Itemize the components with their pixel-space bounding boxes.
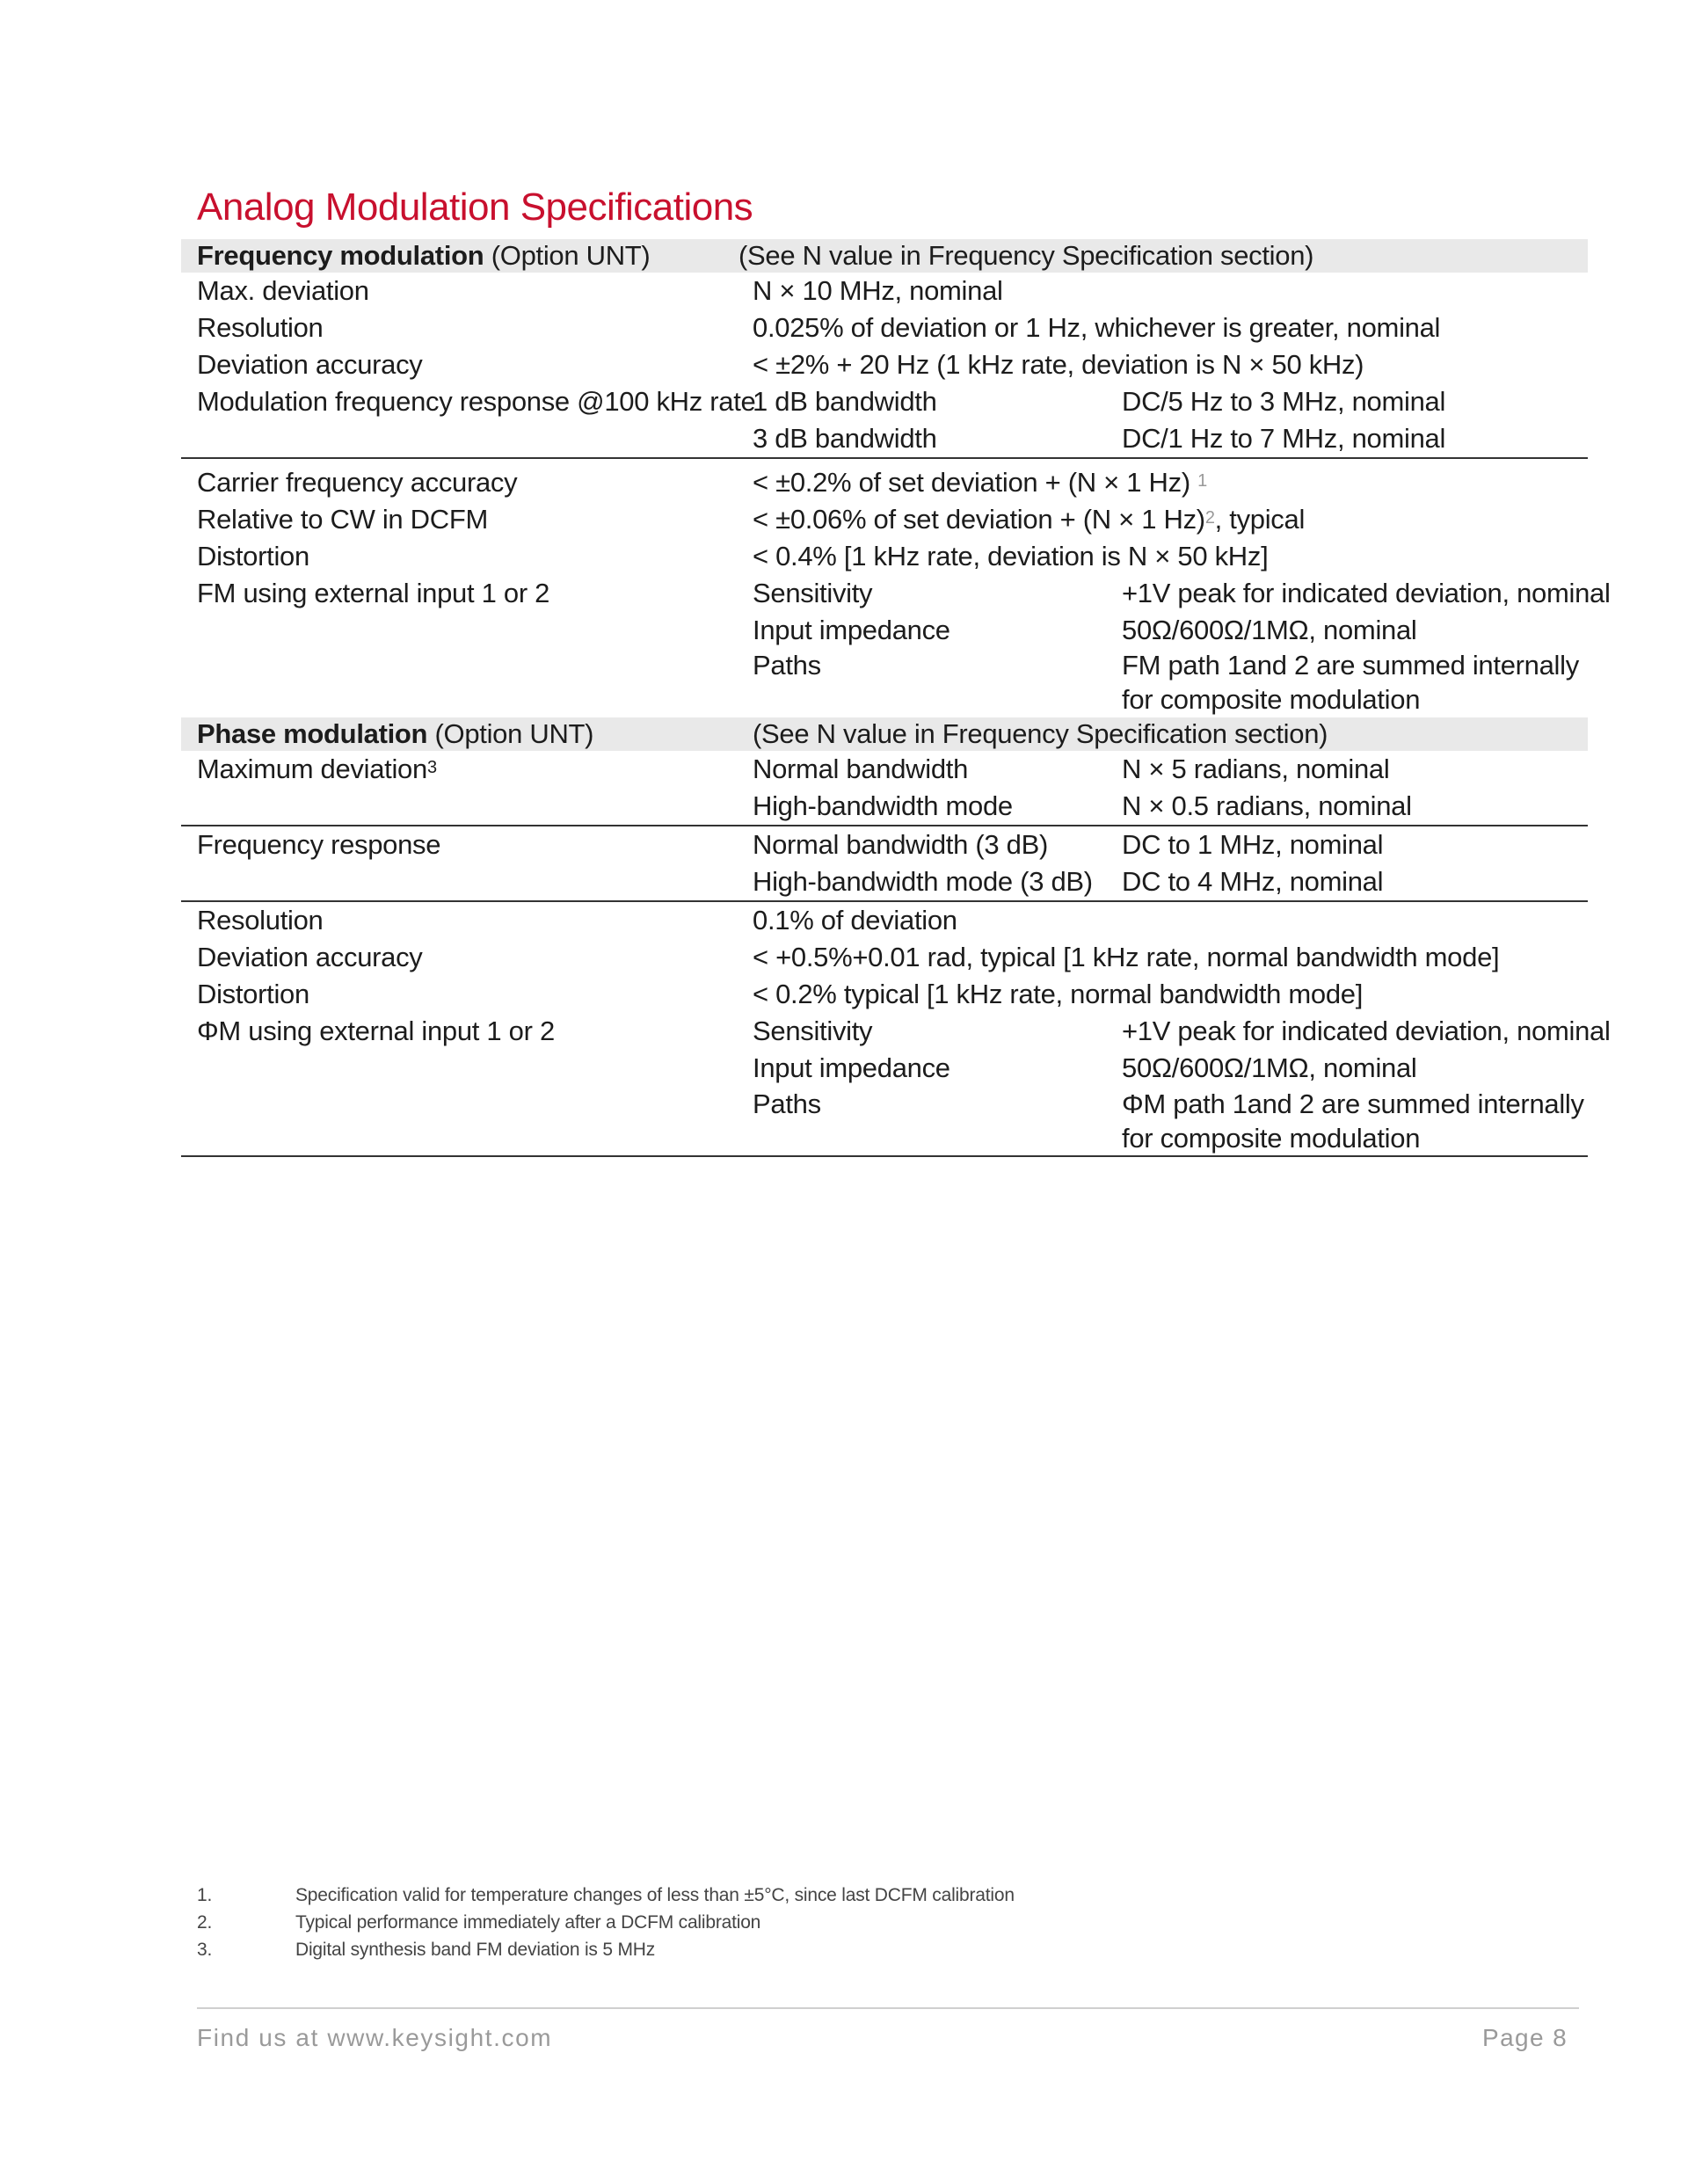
- param-value: DC to 1 MHz, nominal: [1122, 829, 1384, 860]
- table-row: [181, 902, 1588, 939]
- row-divider: [181, 1155, 1588, 1157]
- fm-header-note: (See N value in Frequency Specification section): [738, 240, 1314, 271]
- param-value: +1V peak for indicated deviation, nominal: [1122, 1016, 1611, 1046]
- param-label: Frequency response: [197, 829, 441, 860]
- table-row: [181, 501, 1588, 538]
- footnote-ref: 2: [1204, 508, 1215, 528]
- footer-website-link[interactable]: Find us at www.keysight.com: [197, 2024, 553, 2051]
- table-row: [181, 383, 1588, 420]
- value-text: < ±0.2% of set deviation + (N × 1 Hz): [753, 467, 1198, 498]
- table-row: [181, 976, 1588, 1013]
- param-value: DC to 4 MHz, nominal: [1122, 866, 1384, 897]
- param-value: DC/5 Hz to 3 MHz, nominal: [1122, 386, 1446, 417]
- table-row: [181, 682, 1588, 717]
- param-value: [753, 464, 1207, 501]
- param-value: < +0.5%+0.01 rad, typical [1 kHz rate, normal bandwidth mode]: [753, 942, 1500, 972]
- param-sublabel: High-bandwidth mode (3 dB): [753, 866, 1093, 897]
- footnotes: [197, 1882, 1428, 1963]
- param-label: ΦM using external input 1 or 2: [197, 1016, 555, 1046]
- pm-header-note: (See N value in Frequency Specification section): [753, 718, 1328, 749]
- table-row: [181, 273, 1588, 309]
- param-value: N × 0.5 radians, nominal: [1122, 790, 1412, 821]
- param-value: N × 10 MHz, nominal: [753, 275, 1003, 306]
- param-value: for composite modulation: [1122, 1123, 1421, 1154]
- param-label: [197, 751, 437, 788]
- table-row: [181, 309, 1588, 346]
- page-title: Analog Modulation Specifications: [197, 186, 753, 229]
- footnote-item: [197, 1882, 1428, 1909]
- table-row: [181, 1013, 1611, 1050]
- param-sublabel: Normal bandwidth (3 dB): [753, 829, 1048, 860]
- fm-header-bold: Frequency modulation: [197, 240, 484, 271]
- footnote-number: 1.: [197, 1885, 213, 1905]
- param-label: Deviation accuracy: [197, 349, 423, 380]
- param-label: Deviation accuracy: [197, 942, 423, 972]
- value-text: < ±0.06% of set deviation + (N × 1 Hz): [753, 504, 1205, 535]
- value-suffix: , typical: [1214, 504, 1306, 535]
- table-row: [181, 863, 1588, 900]
- table-row: [181, 575, 1611, 612]
- param-sublabel: Paths: [753, 650, 821, 681]
- param-value: ΦM path 1and 2 are summed internally: [1122, 1088, 1584, 1119]
- param-sublabel: Sensitivity: [753, 1016, 873, 1046]
- pm-header-label: [197, 717, 593, 751]
- param-value: < 0.4% [1 kHz rate, deviation is N × 50 kHz]: [753, 541, 1269, 571]
- param-label: Max. deviation: [197, 275, 369, 306]
- param-value: < 0.2% typical [1 kHz rate, normal bandwidth mode]: [753, 979, 1364, 1009]
- table-row: [181, 826, 1588, 863]
- pm-section-header: [181, 717, 1588, 751]
- spec-table: [181, 239, 1611, 1157]
- fm-section-header: [181, 239, 1588, 273]
- table-row: [181, 612, 1588, 649]
- param-value: 0.025% of deviation or 1 Hz, whichever is greater, nominal: [753, 312, 1441, 343]
- table-row: [181, 1087, 1588, 1122]
- param-value: < ±2% + 20 Hz (1 kHz rate, deviation is N × 50 kHz): [753, 349, 1364, 380]
- footnote-item: [197, 1909, 1428, 1936]
- param-sublabel: Normal bandwidth: [753, 753, 969, 784]
- param-value: 50Ω/600Ω/1MΩ, nominal: [1122, 615, 1417, 645]
- fm-header-label: [197, 239, 650, 273]
- pm-header-bold: Phase modulation: [197, 718, 428, 749]
- table-row: [181, 420, 1588, 457]
- param-sublabel: High-bandwidth mode: [753, 790, 1013, 821]
- param-label: Relative to CW in DCFM: [197, 504, 489, 535]
- param-value: DC/1 Hz to 7 MHz, nominal: [1122, 423, 1446, 454]
- footnote-text: Typical performance immediately after a DCFM calibration: [295, 1912, 761, 1933]
- footnote-ref: 3: [426, 758, 437, 777]
- footnote-number: 2.: [197, 1912, 213, 1933]
- table-row: [181, 464, 1588, 501]
- table-row: [181, 346, 1588, 383]
- param-value: [753, 501, 1305, 538]
- footnote-number: 3.: [197, 1940, 213, 1960]
- param-label: FM using external input 1 or 2: [197, 578, 550, 608]
- param-sublabel: Input impedance: [753, 615, 950, 645]
- table-row: [181, 788, 1588, 825]
- param-value: N × 5 radians, nominal: [1122, 753, 1390, 784]
- fm-header-option: (Option UNT): [484, 240, 651, 271]
- table-row: [181, 751, 1588, 788]
- param-label: Carrier frequency accuracy: [197, 467, 518, 498]
- table-row: [181, 538, 1588, 575]
- param-sublabel: Paths: [753, 1088, 821, 1119]
- label-text: Maximum deviation: [197, 753, 427, 784]
- table-row: [181, 939, 1588, 976]
- footnote-text: Specification valid for temperature changes of less than ±5°C, since last DCFM calibration: [295, 1885, 1015, 1905]
- param-label: Resolution: [197, 905, 324, 935]
- param-sublabel: 3 dB bandwidth: [753, 423, 937, 454]
- param-sublabel: Input impedance: [753, 1052, 950, 1083]
- footer-divider: [197, 2007, 1579, 2009]
- param-sublabel: Sensitivity: [753, 578, 873, 608]
- table-row: [181, 1050, 1588, 1087]
- param-value: +1V peak for indicated deviation, nominal: [1122, 578, 1611, 608]
- table-row: [181, 649, 1588, 682]
- param-sublabel: 1 dB bandwidth: [753, 386, 937, 417]
- param-value: for composite modulation: [1122, 684, 1421, 715]
- param-value: 50Ω/600Ω/1MΩ, nominal: [1122, 1052, 1417, 1083]
- page-number: Page 8: [1482, 2024, 1568, 2051]
- table-row: [181, 1122, 1588, 1155]
- param-label: Resolution: [197, 312, 324, 343]
- param-label: Modulation frequency response @100 kHz rate: [197, 386, 756, 417]
- pm-header-option: (Option UNT): [427, 718, 594, 749]
- footnote-text: Digital synthesis band FM deviation is 5 MHz: [295, 1940, 656, 1960]
- param-label: Distortion: [197, 541, 309, 571]
- param-value: FM path 1and 2 are summed internally: [1122, 650, 1579, 681]
- param-label: Distortion: [197, 979, 309, 1009]
- footnote-ref: 1: [1197, 471, 1207, 491]
- footnote-item: [197, 1936, 1428, 1963]
- param-value: 0.1% of deviation: [753, 905, 957, 935]
